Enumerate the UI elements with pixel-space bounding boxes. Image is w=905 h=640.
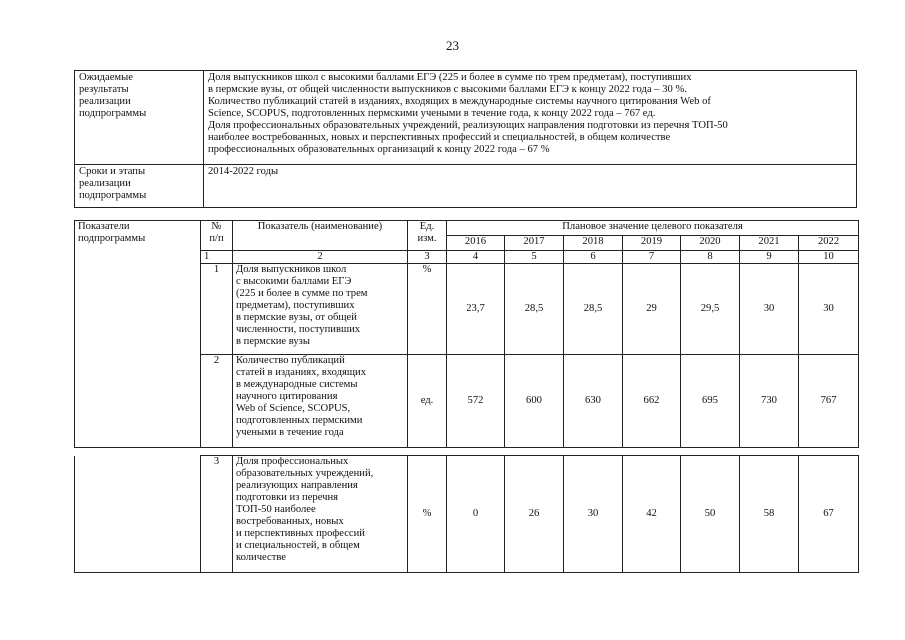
header-unit: Ед. изм. bbox=[408, 221, 447, 251]
expected-results-row bbox=[75, 71, 857, 165]
header-plan: Плановое значение целевого показателя bbox=[447, 221, 859, 236]
year-2018: 2018 bbox=[564, 236, 623, 251]
row-value: 28,5 bbox=[564, 264, 623, 355]
row-unit: % bbox=[408, 456, 447, 573]
row-value: 29 bbox=[623, 264, 681, 355]
row-value: 695 bbox=[681, 355, 740, 448]
row-unit: ед. bbox=[408, 355, 447, 448]
year-2020: 2020 bbox=[681, 236, 740, 251]
col-number: 2 bbox=[233, 251, 408, 264]
section-label-continuation bbox=[75, 456, 201, 573]
row-name: Доля профессиональных образовательных учреждений, реализующих направления подготовки из перечня ТОП-50 наиболее востребованных, новых и перспективных профессий и специальностей, в общем количестве bbox=[233, 456, 408, 573]
row-num: 1 bbox=[201, 264, 233, 355]
col-number: 3 bbox=[408, 251, 447, 264]
row-value: 30 bbox=[799, 264, 859, 355]
row-num: 2 bbox=[201, 355, 233, 448]
row-value: 30 bbox=[740, 264, 799, 355]
row-value: 28,5 bbox=[505, 264, 564, 355]
row-value: 50 bbox=[681, 456, 740, 573]
expected-results-label: Ожидаемые результаты реализации подпрограммы bbox=[75, 71, 204, 165]
col-number: 8 bbox=[681, 251, 740, 264]
col-number: 7 bbox=[623, 251, 681, 264]
row-value: 767 bbox=[799, 355, 859, 448]
row-value: 600 bbox=[505, 355, 564, 448]
col-number: 6 bbox=[564, 251, 623, 264]
terms-label: Сроки и этапы реализации подпрограммы bbox=[75, 165, 204, 208]
col-number: 4 bbox=[447, 251, 505, 264]
table-row bbox=[75, 456, 859, 573]
row-value: 662 bbox=[623, 355, 681, 448]
year-2016: 2016 bbox=[447, 236, 505, 251]
indicators-section-label: Показатели подпрограммы bbox=[75, 221, 201, 448]
col-number: 10 bbox=[799, 251, 859, 264]
header-num: № п/п bbox=[201, 221, 233, 251]
year-2022: 2022 bbox=[799, 236, 859, 251]
row-name: Количество публикаций статей в изданиях, входящих в международные системы научного цитирования Web of Science, SCOPUS, подготовленных пермскими учеными в течение года bbox=[233, 355, 408, 448]
terms-text: 2014-2022 годы bbox=[204, 165, 857, 208]
year-2021: 2021 bbox=[740, 236, 799, 251]
expected-results-text: Доля выпускников школ с высокими баллами ЕГЭ (225 и более в сумме по трем предметам), поступивших в пермские вузы, от общей численности выпускников с высокими баллами ЕГЭ к концу 2022 года – 30 %. Количество публикаций статей в изданиях, входящих в международные системы научного цитирования Web of Science, SCOPUS, подготовленных пермскими учеными в течение года, к концу 2022 года – 767 ед. Доля профессиональных образовательных учреждений, реализующих направления подготовки из перечня ТОП-50 наиболее востребованных, новых и перспективных профессий и специальностей, в общем количестве профессиональных образовательных организаций к концу 2022 года – 67 % bbox=[204, 71, 857, 165]
row-num: 3 bbox=[201, 456, 233, 573]
col-number: 1 bbox=[201, 251, 233, 264]
row-value: 730 bbox=[740, 355, 799, 448]
row-value: 26 bbox=[505, 456, 564, 573]
year-2019: 2019 bbox=[623, 236, 681, 251]
row-unit: % bbox=[408, 264, 447, 355]
col-number: 5 bbox=[505, 251, 564, 264]
row-value: 30 bbox=[564, 456, 623, 573]
row-value: 58 bbox=[740, 456, 799, 573]
row-value: 630 bbox=[564, 355, 623, 448]
row-name: Доля выпускников школ с высокими баллами ЕГЭ (225 и более в сумме по трем предметам), поступивших в пермские вузы, от общей численности, поступивших в пермские вузы bbox=[233, 264, 408, 355]
row-value: 42 bbox=[623, 456, 681, 573]
header-row-1 bbox=[75, 221, 859, 236]
row-value: 23,7 bbox=[447, 264, 505, 355]
terms-row bbox=[75, 165, 857, 208]
row-value: 67 bbox=[799, 456, 859, 573]
row-value: 572 bbox=[447, 355, 505, 448]
header-name: Показатель (наименование) bbox=[233, 221, 408, 251]
indicators-table bbox=[74, 220, 859, 448]
year-2017: 2017 bbox=[505, 236, 564, 251]
row-value: 0 bbox=[447, 456, 505, 573]
page-number: 23 bbox=[446, 38, 459, 53]
indicators-table-row3 bbox=[74, 455, 859, 573]
row-value: 29,5 bbox=[681, 264, 740, 355]
col-number: 9 bbox=[740, 251, 799, 264]
subprogram-summary-table bbox=[74, 70, 857, 208]
